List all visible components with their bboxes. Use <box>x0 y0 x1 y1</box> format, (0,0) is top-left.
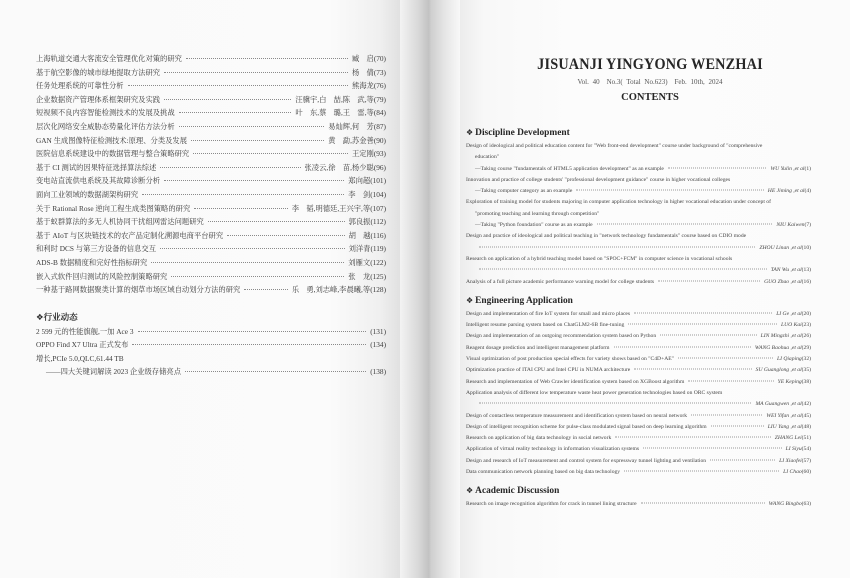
entry-title: OPPO Find X7 Ultra 正式发布 <box>36 340 129 350</box>
entry-authors: 郭良振 <box>348 217 371 227</box>
entry-authors: LI Chao <box>783 469 802 476</box>
entry-title: 上海轨道交通大客流安全管理优化对策的研究 <box>36 54 182 63</box>
entry-authors: 王定刚 <box>351 149 374 159</box>
entry-title: 医院信息系统建设中的数据管理与整合策略研究 <box>36 149 190 159</box>
entry-title: —Taking "Python foundation" course as an example <box>475 222 593 229</box>
toc-entry[interactable] <box>466 446 811 457</box>
entry-authors: 郑向超 <box>348 176 371 186</box>
toc-entry[interactable] <box>36 108 386 122</box>
entry-authors: GUO Zhao ,et al <box>764 278 802 285</box>
entry-title: 基于蚁群算法的多无人机协同干扰组网雷达问题研究 <box>36 217 204 227</box>
entry-page: (57) <box>801 457 811 464</box>
toc-entry[interactable] <box>36 217 386 231</box>
toc-entry[interactable] <box>36 122 386 136</box>
entry-authors: 乐 勇,刘志峰,李晨曦,等 <box>291 285 371 295</box>
entry-page: (13) <box>801 267 811 274</box>
dot-leader <box>164 72 348 73</box>
toc-entry[interactable] <box>466 279 811 290</box>
entry-title: Research on image recognition algorithm for crack in tunnel lining structure <box>466 501 637 508</box>
entry-title: education" <box>475 154 500 161</box>
entry-authors: HE Jiming ,et al <box>767 188 805 195</box>
entry-title: Data communication network planning based on big data technology <box>466 469 621 476</box>
toc-entry[interactable] <box>466 233 811 244</box>
entry-title: Design and implementation of fire IoT system for small and micro places <box>466 310 631 317</box>
entry-page: (134) <box>370 340 386 350</box>
entry-page: (93) <box>373 149 386 159</box>
toc-entry[interactable] <box>36 95 386 109</box>
issue-line: Vol. 40 No.3( Total No.623) Feb. 10th, 2024 <box>577 78 723 86</box>
dot-leader <box>171 276 344 277</box>
dot-leader <box>227 235 344 236</box>
dot-leader <box>660 335 756 336</box>
dot-leader <box>208 221 345 222</box>
entry-authors: 刘雁文 <box>348 257 371 267</box>
entry-title: 基于 CI 测试的因果特征选择算法综述 <box>36 162 157 172</box>
toc-entry[interactable] <box>466 222 811 233</box>
toc-entry[interactable] <box>36 367 386 381</box>
entry-page: (42) <box>801 401 811 408</box>
entry-page: (104) <box>370 189 386 199</box>
entry-title: 基于航空影像的城市绿地提取方法研究 <box>36 67 161 77</box>
entry-title: Application of virtual reality technology in information visualization systems <box>466 446 640 453</box>
dot-leader <box>615 437 771 438</box>
toc-entry[interactable] <box>466 177 811 188</box>
entry-title: 关于 Rational Rose 逆向工程生成类图策略的研究 <box>36 203 191 213</box>
entry-title: 面向工业领域的数据湖架构研究 <box>36 189 139 199</box>
section-heading <box>466 128 811 143</box>
toc-entry[interactable] <box>466 469 811 480</box>
section-heading <box>466 486 811 501</box>
dot-leader <box>191 140 324 141</box>
dot-leader <box>185 371 366 372</box>
toc-entry[interactable] <box>466 345 811 356</box>
chinese-contents-list <box>36 54 386 381</box>
dot-leader <box>160 248 345 249</box>
entry-title: 一种基于路网数据聚类计算的烟草市场区域自动划分方法的研究 <box>36 285 241 295</box>
entry-title: Research and implementation of Web Crawler identification system based on XGBoost algorithm <box>466 378 685 385</box>
entry-title: 嵌入式软件回归测试的风险控制策略研究 <box>36 271 168 281</box>
entry-page: (87) <box>373 121 386 131</box>
dot-leader <box>142 194 344 195</box>
entry-page: (35) <box>801 367 811 374</box>
toc-entry[interactable] <box>466 413 811 424</box>
toc-entry[interactable] <box>36 354 386 368</box>
entry-title: Design and practice of ideological and political teaching in "network technology fundamentals" course based on CDIO mode <box>466 233 747 240</box>
entry-title: —Taking course "fundamentals of HTML5 application development" as an example <box>475 165 664 172</box>
toc-entry[interactable] <box>466 501 811 512</box>
entry-authors: 张凌云,徐 苗,杨少聪 <box>304 162 374 172</box>
entry-authors: 熊海龙 <box>351 81 374 91</box>
entry-page: (119) <box>370 244 386 254</box>
entry-title: "promoting teaching and learning through competition" <box>475 210 600 217</box>
entry-authors: 胡 越 <box>348 230 371 240</box>
dot-leader <box>643 448 782 449</box>
toc-entry[interactable] <box>36 136 386 150</box>
entry-title: GAN 生成图像特征检测技术:原理、分类及发展 <box>36 135 188 145</box>
dot-leader <box>179 112 292 113</box>
dot-leader <box>244 289 287 290</box>
dot-leader <box>194 208 287 209</box>
entry-authors: 黄 勐,苏金善 <box>328 135 374 145</box>
toc-entry[interactable] <box>36 190 386 204</box>
entry-page: (23) <box>801 322 811 329</box>
dot-leader <box>164 180 344 181</box>
dot-leader <box>711 425 764 426</box>
toc-entry[interactable] <box>466 367 811 378</box>
entry-page: (131) <box>370 326 386 336</box>
entry-page: (54) <box>801 446 811 453</box>
dot-leader <box>634 369 751 370</box>
entry-authors: 张 龙 <box>348 271 371 281</box>
dot-leader <box>576 190 763 191</box>
toc-entry[interactable] <box>36 340 386 354</box>
toc-entry[interactable] <box>36 54 386 68</box>
entry-page: (101) <box>370 176 386 186</box>
entry-authors: WANG Baohua ,et al <box>754 344 802 351</box>
entry-authors: 臧 启 <box>351 54 374 63</box>
journal-title: JISUANJI YINGYONG WENZHAI <box>537 56 763 73</box>
entry-title: Research on application of big data technology in social network <box>466 435 612 442</box>
entry-authors: YE Keping <box>777 378 802 385</box>
toc-entry[interactable] <box>466 311 811 322</box>
entry-page: (29) <box>801 344 811 351</box>
entry-page: (138) <box>370 367 386 377</box>
entry-page: (63) <box>801 501 811 508</box>
entry-title: 企业数据资产管理体系框架研究及实践 <box>36 94 161 104</box>
entry-title: 短视频不良内容智能检测技术的发展及挑战 <box>36 108 175 118</box>
toc-entry[interactable] <box>466 379 811 390</box>
entry-page: (116) <box>370 230 386 240</box>
dot-leader <box>658 280 760 281</box>
toc-entry[interactable] <box>36 244 386 258</box>
entry-page: (125) <box>370 271 386 281</box>
entry-authors: LIU Yang ,et al <box>767 423 802 430</box>
diamond-bullet-icon: ❖ <box>466 486 474 496</box>
entry-title: Design of intelligent recognition scheme for pulse-class modulated signal based on deep learning algorithm <box>466 423 707 430</box>
toc-entry[interactable] <box>466 245 811 256</box>
toc-entry[interactable] <box>466 256 811 267</box>
entry-title: 层次化网络安全威胁态势量化评估方法分析 <box>36 121 175 131</box>
entry-title: Design and implementation of an outgoing recommendation system based on Python <box>466 333 657 340</box>
toc-entry[interactable] <box>466 154 811 165</box>
entry-page: (45) <box>801 412 811 419</box>
toc-entry[interactable] <box>466 143 811 154</box>
entry-authors: LUO Kai <box>781 322 802 329</box>
entry-title: ADS-B 数据精度和完好性指标研究 <box>36 257 148 267</box>
dot-leader <box>614 346 751 347</box>
entry-authors: WANG Bingbo <box>768 501 802 508</box>
entry-page: (84) <box>373 108 386 118</box>
dot-leader <box>186 58 348 59</box>
dot-leader <box>193 153 348 154</box>
toc-entry[interactable] <box>36 176 386 190</box>
entry-page: (112) <box>370 217 386 227</box>
entry-page: (32) <box>801 356 811 363</box>
toc-entry[interactable] <box>466 333 811 344</box>
entry-authors: NIU Kaiwen <box>776 222 805 229</box>
toc-entry[interactable] <box>36 258 386 272</box>
dot-leader <box>179 126 325 127</box>
dot-leader <box>160 167 300 168</box>
section-heading-industry: ❖行业动态 <box>36 312 78 323</box>
entry-title: Visual optimization of post production special effects for variety shows based on "C4D+AE" <box>466 356 674 363</box>
toc-entry[interactable] <box>466 166 811 177</box>
entry-title: 2 599 元的性能旗舰,一加 Ace 3 <box>36 326 134 336</box>
toc-entry[interactable] <box>466 401 811 412</box>
dot-leader <box>164 99 291 100</box>
diamond-bullet-icon: ❖ <box>466 128 474 137</box>
entry-title: 增长,PCIe 5.0,QLC,61.44 TB <box>36 353 124 363</box>
entry-authors: LI Siyu <box>785 446 802 453</box>
entry-title: Design and research of IoT measurement and control system for expressway tunnel lighting and ventilation <box>466 457 707 464</box>
section-title: Academic Discussion <box>475 486 560 497</box>
entry-page: (26) <box>801 333 811 340</box>
entry-page: (1) <box>804 165 811 172</box>
toc-entry[interactable] <box>36 68 386 82</box>
entry-title: Reagent dosage prediction and intelligent management platform <box>466 344 610 351</box>
book-gutter <box>400 0 460 578</box>
entry-title: Optimization practice of ITAI CPU and Intel CPU in NUMA architecture <box>466 367 631 374</box>
entry-page: (90) <box>373 135 386 145</box>
entry-authors: 汪骥宇,白 喆,陈 武,等 <box>295 94 374 104</box>
dot-leader <box>479 403 751 404</box>
entry-authors: LI Ge ,et al <box>776 310 802 317</box>
toc-entry[interactable] <box>36 327 386 341</box>
entry-title: Research on application of a hybrid teaching model based on "SPOC+FCM" in computer science in vocational schools <box>466 255 733 262</box>
entry-page: (96) <box>373 162 386 172</box>
dot-leader <box>691 414 762 415</box>
entry-title: 和利时 DCS 与第三方设备的信息交互 <box>36 244 156 254</box>
entry-authors: LIN Mingzhi ,et al <box>760 333 802 340</box>
dot-leader <box>138 331 367 332</box>
entry-page: (60) <box>801 469 811 476</box>
entry-page: (51) <box>801 435 811 442</box>
toc-entry[interactable] <box>466 199 811 210</box>
toc-entry[interactable] <box>466 322 811 333</box>
dot-leader <box>678 358 773 359</box>
entry-page: (76) <box>373 81 386 91</box>
entry-authors: LI Xiaofei <box>779 457 802 464</box>
entry-authors: 李 剑 <box>348 189 371 199</box>
entry-authors: 杨 倩 <box>351 67 374 77</box>
entry-title: Intelligent resume parsing system based on ChatGLM2-6B fine-tuning <box>466 322 625 329</box>
entry-title: Innovation and practice of college students' "professional development guidance" course in higher vocational colleges <box>466 176 731 183</box>
entry-authors: 刘洋青 <box>348 244 371 254</box>
section-title: Discipline Development <box>475 128 570 138</box>
entry-title: ——四大关键词解读 2023 企业级存储亮点 <box>46 367 181 377</box>
entry-title: Exploration of training model for students majoring in computer application technology in higher vocational education under concept of <box>466 199 771 206</box>
entry-page: (70) <box>373 54 386 63</box>
entry-page: (20) <box>801 310 811 317</box>
entry-title: 基于 AIoT 与区块链技术的农产品定制化溯源电商平台研究 <box>36 230 224 240</box>
entry-authors: SU Guanglong ,et al <box>755 367 802 374</box>
entry-page: (7) <box>804 222 811 229</box>
dot-leader <box>151 262 344 263</box>
entry-authors: WU Yulin ,et al <box>770 165 805 172</box>
entry-authors: LI Qiaping <box>776 356 802 363</box>
dot-leader <box>688 380 773 381</box>
dot-leader <box>628 324 777 325</box>
dot-leader <box>128 85 348 86</box>
entry-page: (10) <box>801 244 811 251</box>
toc-entry[interactable] <box>36 231 386 245</box>
entry-authors: ZHANG Lei <box>774 435 802 442</box>
entry-title: Application analysis of different low temperature waste heat power generation technologies based on ORC system <box>466 389 723 396</box>
entry-page: (73) <box>373 67 386 77</box>
entry-authors: 叶 东,蔡 璐,王 雷,等 <box>295 108 374 118</box>
entry-page: (128) <box>370 285 386 295</box>
entry-authors: TAN Wu ,et al <box>770 267 802 274</box>
toc-entry[interactable] <box>466 188 811 199</box>
entry-page: (122) <box>370 257 386 267</box>
toc-entry[interactable] <box>466 267 811 278</box>
toc-entry[interactable] <box>36 149 386 163</box>
entry-title: Design of contactless temperature measurement and identification system based on neural network <box>466 412 688 419</box>
dot-leader <box>634 312 772 313</box>
toc-entry[interactable] <box>36 81 386 95</box>
dot-leader <box>710 459 775 460</box>
entry-title: 变电站直流供电系统及其故障诊断分析 <box>36 176 161 186</box>
entry-authors: WEI Yifan ,et al <box>766 412 802 419</box>
entry-title: 任务处理系统的可靠性分析 <box>36 81 124 91</box>
entry-authors: ZHOU Linan ,et al <box>759 244 802 251</box>
dot-leader <box>132 344 366 345</box>
toc-entry[interactable] <box>466 435 811 446</box>
toc-entry[interactable] <box>466 356 811 367</box>
toc-entry[interactable] <box>466 390 811 401</box>
diamond-bullet-icon: ❖ <box>466 295 474 305</box>
toc-entry[interactable] <box>466 424 811 435</box>
toc-entry[interactable] <box>36 204 386 218</box>
dot-leader <box>641 503 765 504</box>
toc-entry[interactable] <box>36 285 386 299</box>
dot-leader <box>479 269 767 270</box>
entry-page: (79) <box>373 94 386 104</box>
toc-entry[interactable] <box>36 272 386 286</box>
dot-leader <box>479 246 755 247</box>
entry-page: (48) <box>801 423 811 430</box>
entry-authors: 易灿辉,何 芳 <box>328 121 374 131</box>
entry-title: —Taking computer category as an example <box>475 188 573 195</box>
dot-leader <box>668 167 767 168</box>
contents-heading: CONTENTS <box>621 92 679 103</box>
toc-entry[interactable] <box>466 211 811 222</box>
entry-page: (4) <box>804 188 811 195</box>
entry-authors: 李 韬,明德廷,王兴宇,等 <box>291 203 371 213</box>
entry-title: Design of ideological and political education content for "Web front-end development" course under background of "comprehensive <box>466 143 763 149</box>
toc-entry[interactable] <box>466 458 811 469</box>
entry-page: (38) <box>801 378 811 385</box>
entry-authors: MA Guangwen ,et al <box>755 401 802 408</box>
entry-title: Analysis of a full picture academic performance warning model for college students <box>466 278 655 285</box>
toc-entry[interactable] <box>36 163 386 177</box>
entry-page: (107) <box>370 203 386 213</box>
dot-leader <box>597 224 773 225</box>
english-contents-list <box>466 128 811 513</box>
dot-leader <box>624 471 779 472</box>
entry-page: (16) <box>801 278 811 285</box>
section-title: Engineering Application <box>475 295 573 306</box>
section-heading <box>466 296 811 311</box>
